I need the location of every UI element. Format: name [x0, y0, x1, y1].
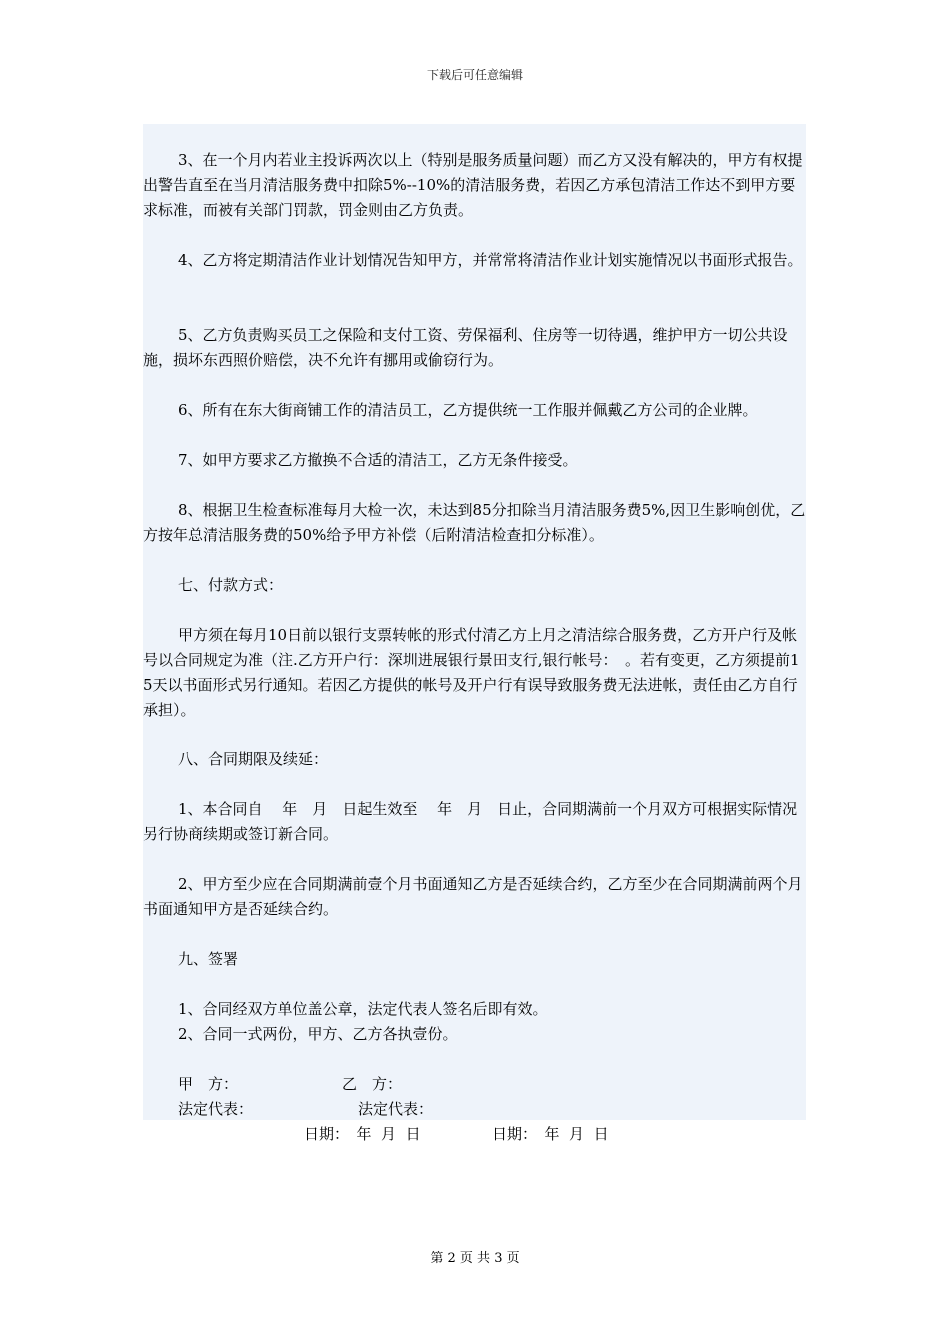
clause-4: 4、乙方将定期清洁作业计划情况告知甲方，并常常将清洁作业计划实施情况以书面形式报告。 — [178, 251, 803, 269]
payment-terms: 甲方须在每月10日前以银行支票转帐的形式付清乙方上月之清洁综合服务费，乙方开户行及帐号以合同规定为准（注.乙方开户行：深圳进展银行景田支行,银行帐号： 。若有变更，乙方须提前15天以书面形式另行通知。若因乙方提供的帐号及开户行有误导致服务费无法进帐，责任由乙方自行承担）。 — [143, 626, 800, 719]
party-a-date: 日期： 年 月 日 — [304, 1125, 421, 1143]
sign-clause-1: 1、合同经双方单位盖公章，法定代表人签名后即有效。 — [178, 1000, 548, 1018]
clause-3: 3、在一个月内若业主投诉两次以上（特别是服务质量问题）而乙方又没有解决的，甲方有权提出警告直至在当月清洁服务费中扣除5%--10%的清洁服务费，若因乙方承包清洁工作达不到甲方要求标准，而被有关部门罚款，罚金则由乙方负责。 — [143, 151, 803, 219]
party-a-label: 甲 方： — [178, 1075, 239, 1093]
term-clause-1: 1、本合同自 年 月 日起生效至 年 月 日止，合同期满前一个月双方可根据实际情况另行协商续期或签订新合同。 — [143, 800, 798, 843]
page-header: 下载后可任意编辑 — [426, 68, 523, 82]
sign-clause-2: 2、合同一式两份，甲方、乙方各执壹份。 — [178, 1025, 458, 1043]
clause-7: 7、如甲方要求乙方撤换不合适的清洁工，乙方无条件接受。 — [178, 451, 578, 469]
section-heading-term: 八、合同期限及续延： — [178, 750, 329, 768]
party-b-date: 日期： 年 月 日 — [492, 1125, 609, 1143]
clause-5: 5、乙方负责购买员工之保险和支付工资、劳保福利、住房等一切待遇，维护甲方一切公共设施，损坏东西照价赔偿，决不允许有挪用或偷窃行为。 — [143, 326, 788, 369]
clause-8: 8、根据卫生检查标准每月大检一次，未达到85分扣除当月清洁服务费5%,因卫生影响创优，乙方按年总清洁服务费的50%给予甲方补偿（后附清洁检查扣分标准）。 — [143, 501, 806, 544]
section-heading-payment: 七、付款方式： — [178, 576, 284, 594]
section-heading-sign: 九、签署 — [178, 950, 239, 968]
party-a-representative: 法定代表： — [178, 1100, 254, 1118]
clause-6: 6、所有在东大街商铺工作的清洁员工，乙方提供统一工作服并佩戴乙方公司的企业牌。 — [178, 401, 758, 419]
page-number: 第 2 页 共 3 页 — [430, 1251, 520, 1266]
term-clause-2: 2、甲方至少应在合同期满前壹个月书面通知乙方是否延续合约，乙方至少在合同期满前两个月书面通知甲方是否延续合约。 — [143, 875, 803, 918]
party-b-representative: 法定代表： — [358, 1100, 434, 1118]
party-b-label: 乙 方： — [342, 1075, 403, 1093]
